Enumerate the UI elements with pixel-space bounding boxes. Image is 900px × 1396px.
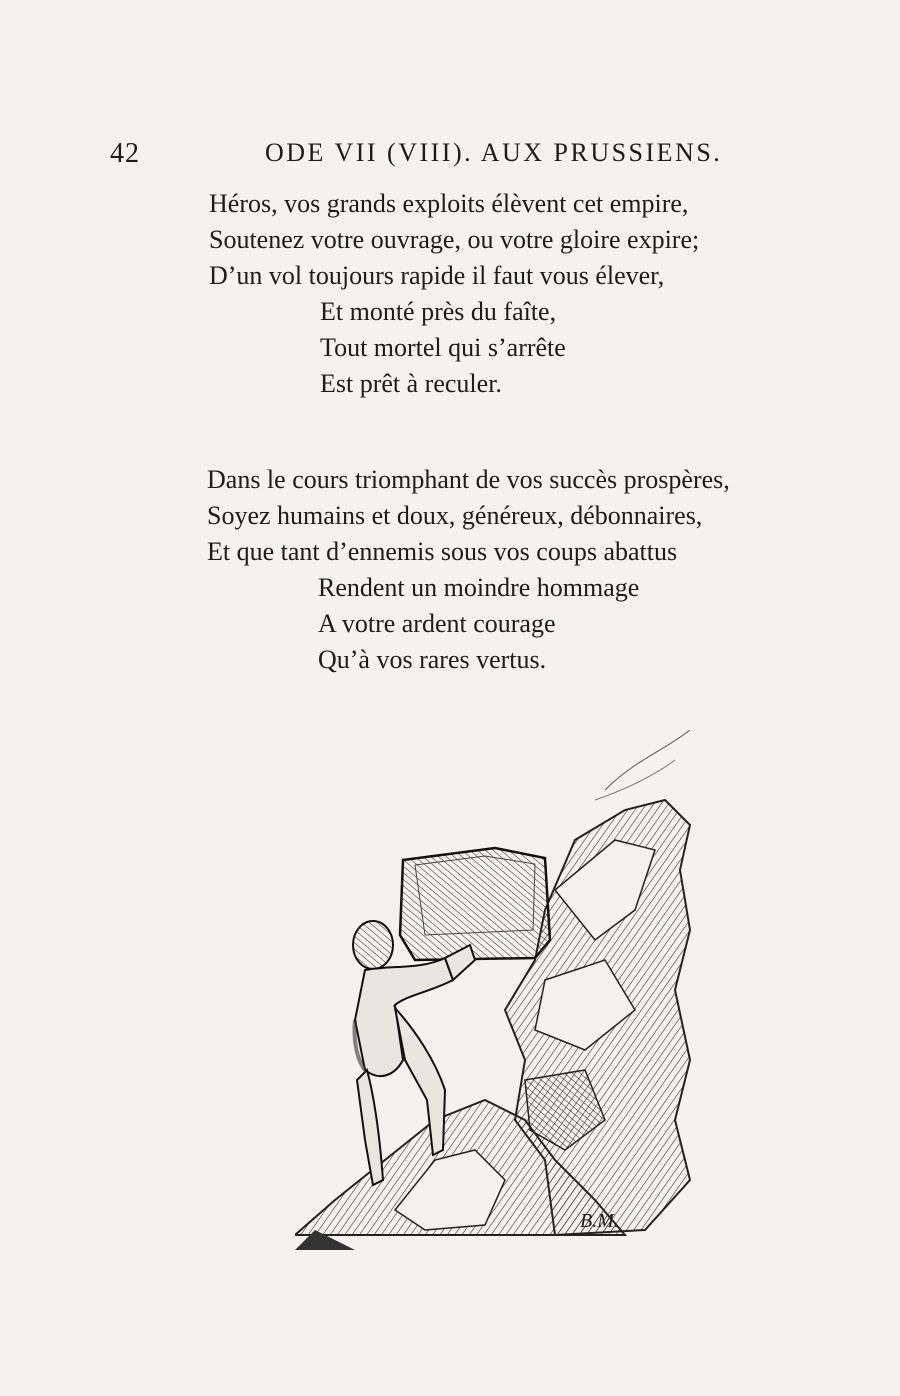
- verse-line: Héros, vos grands exploits élèvent cet empire,: [209, 189, 689, 218]
- verse-line: Tout mortel qui s’arrête: [320, 333, 566, 362]
- running-title: ODE VII (VIII). AUX PRUSSIENS.: [265, 138, 723, 167]
- verse-line: Qu’à vos rares vertus.: [318, 645, 547, 674]
- verse-line: Et que tant d’ennemis sous vos coups abattus: [207, 537, 678, 566]
- verse-line: Soyez humains et doux, généreux, débonnaires,: [207, 501, 703, 530]
- verse-line: Soutenez votre ouvrage, ou votre gloire expire;: [209, 225, 700, 254]
- artist-signature: B.M.: [580, 1210, 619, 1232]
- page-number: 42: [110, 138, 140, 169]
- engraving-illustration: [295, 730, 705, 1250]
- sisyphus-pushing-rock-icon: [295, 730, 705, 1250]
- verse-line: D’un vol toujours rapide il faut vous élever,: [209, 261, 665, 290]
- verse-line: Est prêt à reculer.: [320, 369, 502, 398]
- verse-line: Dans le cours triomphant de vos succès prospères,: [207, 465, 730, 494]
- verse-line: Rendent un moindre hommage: [318, 573, 640, 602]
- verse-line: Et monté près du faîte,: [320, 297, 557, 326]
- verse-line: A votre ardent courage: [318, 609, 556, 638]
